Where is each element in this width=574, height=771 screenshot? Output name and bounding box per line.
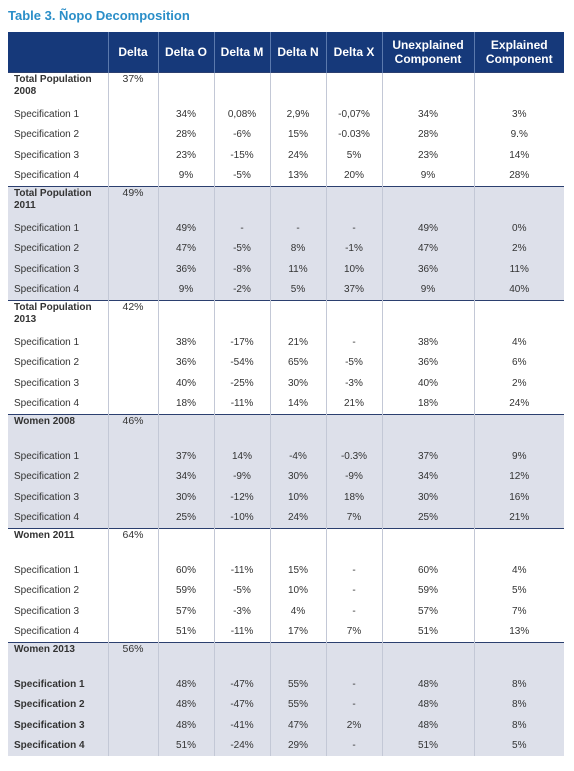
group-delta: 42% <box>108 301 158 333</box>
table-row <box>8 125 564 146</box>
delta-m-cell: 0,08% <box>214 104 270 125</box>
delta-m-cell: -25% <box>214 373 270 394</box>
group-header-row <box>8 187 564 219</box>
delta-o-cell: 9% <box>158 280 214 301</box>
delta-n-cell: 10% <box>270 581 326 602</box>
group-delta: 49% <box>108 187 158 219</box>
delta-m-cell: -5% <box>214 239 270 260</box>
empty-cell <box>474 187 564 219</box>
delta-o-cell: 60% <box>158 560 214 581</box>
delta-o-cell: 51% <box>158 622 214 643</box>
empty-cell <box>326 529 382 561</box>
delta-m-cell: -12% <box>214 487 270 508</box>
delta-n-cell: 2,9% <box>270 104 326 125</box>
delta-cell <box>108 695 158 716</box>
delta-cell <box>108 218 158 239</box>
spec-label: Specification 4 <box>8 508 108 529</box>
delta-n-cell: 65% <box>270 353 326 374</box>
explained-cell: 9% <box>474 446 564 467</box>
spec-label: Specification 1 <box>8 674 108 695</box>
delta-n-cell: 15% <box>270 560 326 581</box>
unexplained-cell: 30% <box>382 487 474 508</box>
unexplained-cell: 34% <box>382 467 474 488</box>
spec-label: Specification 3 <box>8 487 108 508</box>
table-row <box>8 394 564 415</box>
delta-cell <box>108 394 158 415</box>
delta-o-cell: 34% <box>158 467 214 488</box>
delta-cell <box>108 622 158 643</box>
delta-m-cell: -2% <box>214 280 270 301</box>
table-row <box>8 467 564 488</box>
explained-cell: 16% <box>474 487 564 508</box>
delta-x-cell: 37% <box>326 280 382 301</box>
delta-cell <box>108 560 158 581</box>
delta-x-cell: -3% <box>326 373 382 394</box>
unexplained-cell: 47% <box>382 239 474 260</box>
spec-label: Specification 1 <box>8 560 108 581</box>
delta-m-cell: -11% <box>214 394 270 415</box>
delta-m-cell: - <box>214 218 270 239</box>
delta-x-cell: 21% <box>326 394 382 415</box>
delta-n-cell: 4% <box>270 601 326 622</box>
delta-cell <box>108 467 158 488</box>
table-row <box>8 736 564 757</box>
delta-x-cell: -9% <box>326 467 382 488</box>
table-body <box>8 73 564 757</box>
unexplained-cell: 36% <box>382 353 474 374</box>
unexplained-cell: 48% <box>382 695 474 716</box>
delta-o-cell: 49% <box>158 218 214 239</box>
delta-o-cell: 25% <box>158 508 214 529</box>
table-row <box>8 695 564 716</box>
explained-cell: 2% <box>474 239 564 260</box>
table-row <box>8 622 564 643</box>
delta-cell <box>108 446 158 467</box>
explained-cell: 11% <box>474 259 564 280</box>
empty-cell <box>270 73 326 105</box>
delta-x-cell: 10% <box>326 259 382 280</box>
empty-cell <box>382 529 474 561</box>
explained-cell: 28% <box>509 170 530 182</box>
spec-label: Specification 4 <box>8 166 108 187</box>
group-name: Total Population 2011 <box>8 187 108 219</box>
spec-label: Specification 2 <box>8 695 108 716</box>
empty-cell <box>270 529 326 561</box>
spec-label: Specification 3 <box>8 145 108 166</box>
group-header-row <box>8 415 564 447</box>
table-row <box>8 674 564 695</box>
delta-cell <box>108 715 158 736</box>
group-delta: 46% <box>108 415 158 447</box>
empty-cell <box>382 415 474 447</box>
explained-cell: 40% <box>474 280 564 301</box>
delta-n-cell: 55% <box>270 695 326 716</box>
delta-m-cell: -3% <box>214 601 270 622</box>
delta-cell <box>108 332 158 353</box>
delta-o-cell: 48% <box>158 674 214 695</box>
delta-n-cell: 47% <box>270 715 326 736</box>
delta-n-cell: 17% <box>270 622 326 643</box>
spec-label: Specification 4 <box>8 280 108 301</box>
delta-cell <box>108 239 158 260</box>
table-row <box>8 715 564 736</box>
unexplained-cell: 25% <box>382 508 474 529</box>
delta-cell <box>108 487 158 508</box>
unexplained-cell: 51% <box>382 736 474 757</box>
delta-o-cell: 57% <box>158 601 214 622</box>
delta-cell <box>108 145 158 166</box>
table-row <box>8 259 564 280</box>
header-label <box>8 32 108 73</box>
unexplained-cell: 57% <box>382 601 474 622</box>
table-row <box>8 487 564 508</box>
delta-o-cell: 47% <box>158 239 214 260</box>
unexplained-cell: 34% <box>382 104 474 125</box>
unexplained-cell: 28% <box>382 125 474 146</box>
delta-n-cell: 24% <box>270 145 326 166</box>
delta-m-cell: -9% <box>214 467 270 488</box>
delta-m-cell: 14% <box>214 446 270 467</box>
delta-m-cell: -5% <box>214 581 270 602</box>
unexplained-cell: 48% <box>382 715 474 736</box>
unexplained-cell: 36% <box>382 259 474 280</box>
explained-cell: 12% <box>474 467 564 488</box>
explained-cell: 8% <box>474 695 564 716</box>
delta-m-cell: -11% <box>214 560 270 581</box>
table-title: Table 3. Ñopo Decomposition <box>8 8 190 23</box>
unexplained-cell: 9% <box>382 280 474 301</box>
delta-cell <box>108 353 158 374</box>
delta-cell <box>108 125 158 146</box>
group-name: Women 2008 <box>8 415 108 447</box>
table-row <box>8 166 564 187</box>
delta-x-cell: 18% <box>326 487 382 508</box>
unexplained-cell: 59% <box>382 581 474 602</box>
explained-cell: 9.% <box>510 129 528 141</box>
delta-m-cell: -11% <box>214 622 270 643</box>
empty-cell <box>474 643 564 675</box>
delta-m-cell: -54% <box>214 353 270 374</box>
spec-label: Specification 1 <box>8 446 108 467</box>
delta-x-cell: -0.3% <box>326 446 382 467</box>
explained-cell: 4% <box>512 336 527 348</box>
table-row <box>8 446 564 467</box>
header-delta: Delta <box>108 32 158 73</box>
delta-o-cell: 30% <box>158 487 214 508</box>
delta-cell <box>108 674 158 695</box>
empty-cell <box>474 529 564 561</box>
spec-label: Specification 3 <box>8 259 108 280</box>
delta-n-cell: 14% <box>270 394 326 415</box>
delta-o-cell: 36% <box>158 353 214 374</box>
spec-label: Specification 3 <box>8 601 108 622</box>
delta-m-cell: -47% <box>214 674 270 695</box>
table-row <box>8 373 564 394</box>
delta-o-cell: 23% <box>158 145 214 166</box>
delta-x-cell: 20% <box>326 166 382 187</box>
delta-n-cell: 30% <box>270 373 326 394</box>
group-name: Total Population 2008 <box>8 73 108 105</box>
delta-o-cell: 36% <box>158 259 214 280</box>
delta-cell <box>108 166 158 187</box>
unexplained-cell: 38% <box>382 332 474 353</box>
spec-label: Specification 2 <box>8 581 108 602</box>
spec-label: Specification 4 <box>8 622 108 643</box>
delta-o-cell: 48% <box>158 695 214 716</box>
delta-m-cell: -47% <box>214 695 270 716</box>
delta-x-cell: -0.03% <box>326 125 382 146</box>
explained-cell: 21% <box>474 508 564 529</box>
spec-label: Specification 4 <box>8 394 108 415</box>
delta-o-cell: 51% <box>158 736 214 757</box>
unexplained-cell: 23% <box>382 145 474 166</box>
delta-o-cell: 28% <box>158 125 214 146</box>
spec-label: Specification 2 <box>8 467 108 488</box>
table-row <box>8 145 564 166</box>
delta-x-cell: - <box>326 601 382 622</box>
header-explained: Explained Component <box>474 32 564 73</box>
empty-cell <box>270 415 326 447</box>
empty-cell <box>158 529 214 561</box>
empty-cell <box>382 187 474 219</box>
delta-n-cell: 24% <box>270 508 326 529</box>
delta-o-cell: 48% <box>158 715 214 736</box>
delta-o-cell: 18% <box>158 394 214 415</box>
nopo-decomposition-table <box>8 32 564 756</box>
delta-o-cell: 9% <box>158 166 214 187</box>
delta-o-cell: 40% <box>158 373 214 394</box>
group-name: Women 2011 <box>8 529 108 561</box>
explained-cell: 6% <box>512 357 527 369</box>
group-header-row <box>8 643 564 675</box>
delta-cell <box>108 104 158 125</box>
table-row <box>8 218 564 239</box>
empty-cell <box>158 643 214 675</box>
explained-cell: 7% <box>512 605 527 617</box>
empty-cell <box>326 643 382 675</box>
group-delta: 56% <box>108 643 158 675</box>
delta-n-cell: 5% <box>270 280 326 301</box>
delta-m-cell: -8% <box>214 259 270 280</box>
delta-n-cell: -4% <box>270 446 326 467</box>
empty-cell <box>326 415 382 447</box>
unexplained-cell: 48% <box>382 674 474 695</box>
empty-cell <box>270 643 326 675</box>
explained-cell: 8% <box>474 674 564 695</box>
unexplained-cell: 60% <box>382 560 474 581</box>
unexplained-cell: 18% <box>382 394 474 415</box>
delta-x-cell: - <box>326 560 382 581</box>
delta-n-cell: 15% <box>270 125 326 146</box>
unexplained-cell: 40% <box>382 373 474 394</box>
explained-cell: 3% <box>512 108 527 120</box>
group-name: Women 2013 <box>8 643 108 675</box>
delta-x-cell: 5% <box>326 145 382 166</box>
delta-x-cell: - <box>326 218 382 239</box>
delta-cell <box>108 373 158 394</box>
header-delta-o: Delta O <box>158 32 214 73</box>
delta-cell <box>108 259 158 280</box>
empty-cell <box>158 187 214 219</box>
delta-cell <box>108 736 158 757</box>
delta-m-cell: -24% <box>214 736 270 757</box>
table-row <box>8 332 564 353</box>
delta-x-cell: - <box>326 332 382 353</box>
group-delta: 64% <box>108 529 158 561</box>
explained-cell: 8% <box>474 715 564 736</box>
delta-n-cell: 55% <box>270 674 326 695</box>
empty-cell <box>158 415 214 447</box>
empty-cell <box>474 73 564 105</box>
delta-x-cell: - <box>326 736 382 757</box>
header-delta-x: Delta X <box>326 32 382 73</box>
empty-cell <box>214 415 270 447</box>
delta-n-cell: - <box>270 218 326 239</box>
delta-cell <box>108 508 158 529</box>
unexplained-cell: 37% <box>382 446 474 467</box>
explained-cell: 14% <box>509 149 530 161</box>
delta-x-cell: 2% <box>326 715 382 736</box>
delta-m-cell: -10% <box>214 508 270 529</box>
empty-cell <box>326 301 382 333</box>
explained-cell: 5% <box>512 585 527 597</box>
header-delta-m: Delta M <box>214 32 270 73</box>
table-row <box>8 508 564 529</box>
delta-n-cell: 10% <box>270 487 326 508</box>
table-row <box>8 239 564 260</box>
delta-cell <box>108 581 158 602</box>
delta-x-cell: - <box>326 695 382 716</box>
delta-m-cell: -5% <box>214 166 270 187</box>
empty-cell <box>214 301 270 333</box>
delta-x-cell: -5% <box>326 353 382 374</box>
group-name: Total Population 2013 <box>8 301 108 333</box>
delta-cell <box>108 601 158 622</box>
explained-cell: 5% <box>474 736 564 757</box>
delta-m-cell: -6% <box>214 125 270 146</box>
group-header-row <box>8 301 564 333</box>
delta-cell <box>108 280 158 301</box>
delta-x-cell: 7% <box>326 508 382 529</box>
empty-cell <box>382 643 474 675</box>
table-row <box>8 104 564 125</box>
delta-x-cell: - <box>326 674 382 695</box>
empty-cell <box>158 73 214 105</box>
empty-cell <box>214 643 270 675</box>
explained-cell: 24% <box>509 398 530 410</box>
delta-n-cell: 30% <box>270 467 326 488</box>
header-delta-n: Delta N <box>270 32 326 73</box>
explained-cell: 13% <box>509 626 530 638</box>
delta-m-cell: -17% <box>214 332 270 353</box>
delta-n-cell: 11% <box>270 259 326 280</box>
explained-cell: 0% <box>474 218 564 239</box>
explained-cell: 2% <box>512 377 527 389</box>
empty-cell <box>474 301 564 333</box>
empty-cell <box>214 187 270 219</box>
table-row <box>8 560 564 581</box>
group-delta: 37% <box>108 73 158 105</box>
empty-cell <box>158 301 214 333</box>
unexplained-cell: 9% <box>382 166 474 187</box>
empty-cell <box>382 73 474 105</box>
header-row <box>8 32 564 73</box>
table-row <box>8 601 564 622</box>
empty-cell <box>270 187 326 219</box>
empty-cell <box>382 301 474 333</box>
empty-cell <box>326 187 382 219</box>
unexplained-cell: 51% <box>382 622 474 643</box>
delta-o-cell: 34% <box>158 104 214 125</box>
spec-label: Specification 3 <box>8 373 108 394</box>
spec-label: Specification 1 <box>8 104 108 125</box>
delta-o-cell: 59% <box>158 581 214 602</box>
explained-cell: 4% <box>512 564 527 576</box>
delta-n-cell: 21% <box>270 332 326 353</box>
delta-x-cell: 7% <box>326 622 382 643</box>
table-row <box>8 353 564 374</box>
delta-x-cell: -1% <box>326 239 382 260</box>
spec-label: Specification 1 <box>8 332 108 353</box>
delta-m-cell: -41% <box>214 715 270 736</box>
table-row <box>8 280 564 301</box>
delta-x-cell: - <box>326 581 382 602</box>
group-header-row <box>8 529 564 561</box>
spec-label: Specification 1 <box>8 218 108 239</box>
delta-o-cell: 37% <box>158 446 214 467</box>
empty-cell <box>474 415 564 447</box>
empty-cell <box>270 301 326 333</box>
spec-label: Specification 2 <box>8 239 108 260</box>
delta-n-cell: 8% <box>270 239 326 260</box>
unexplained-cell: 49% <box>382 218 474 239</box>
empty-cell <box>214 529 270 561</box>
spec-label: Specification 3 <box>8 715 108 736</box>
header-unexplained: Unexplained Component <box>382 32 474 73</box>
delta-o-cell: 38% <box>158 332 214 353</box>
delta-n-cell: 29% <box>270 736 326 757</box>
spec-label: Specification 4 <box>8 736 108 757</box>
empty-cell <box>214 73 270 105</box>
delta-n-cell: 13% <box>270 166 326 187</box>
delta-x-cell: -0,07% <box>326 104 382 125</box>
spec-label: Specification 2 <box>8 125 108 146</box>
delta-m-cell: -15% <box>214 145 270 166</box>
group-header-row <box>8 73 564 105</box>
table-row <box>8 581 564 602</box>
spec-label: Specification 2 <box>8 353 108 374</box>
empty-cell <box>326 73 382 105</box>
